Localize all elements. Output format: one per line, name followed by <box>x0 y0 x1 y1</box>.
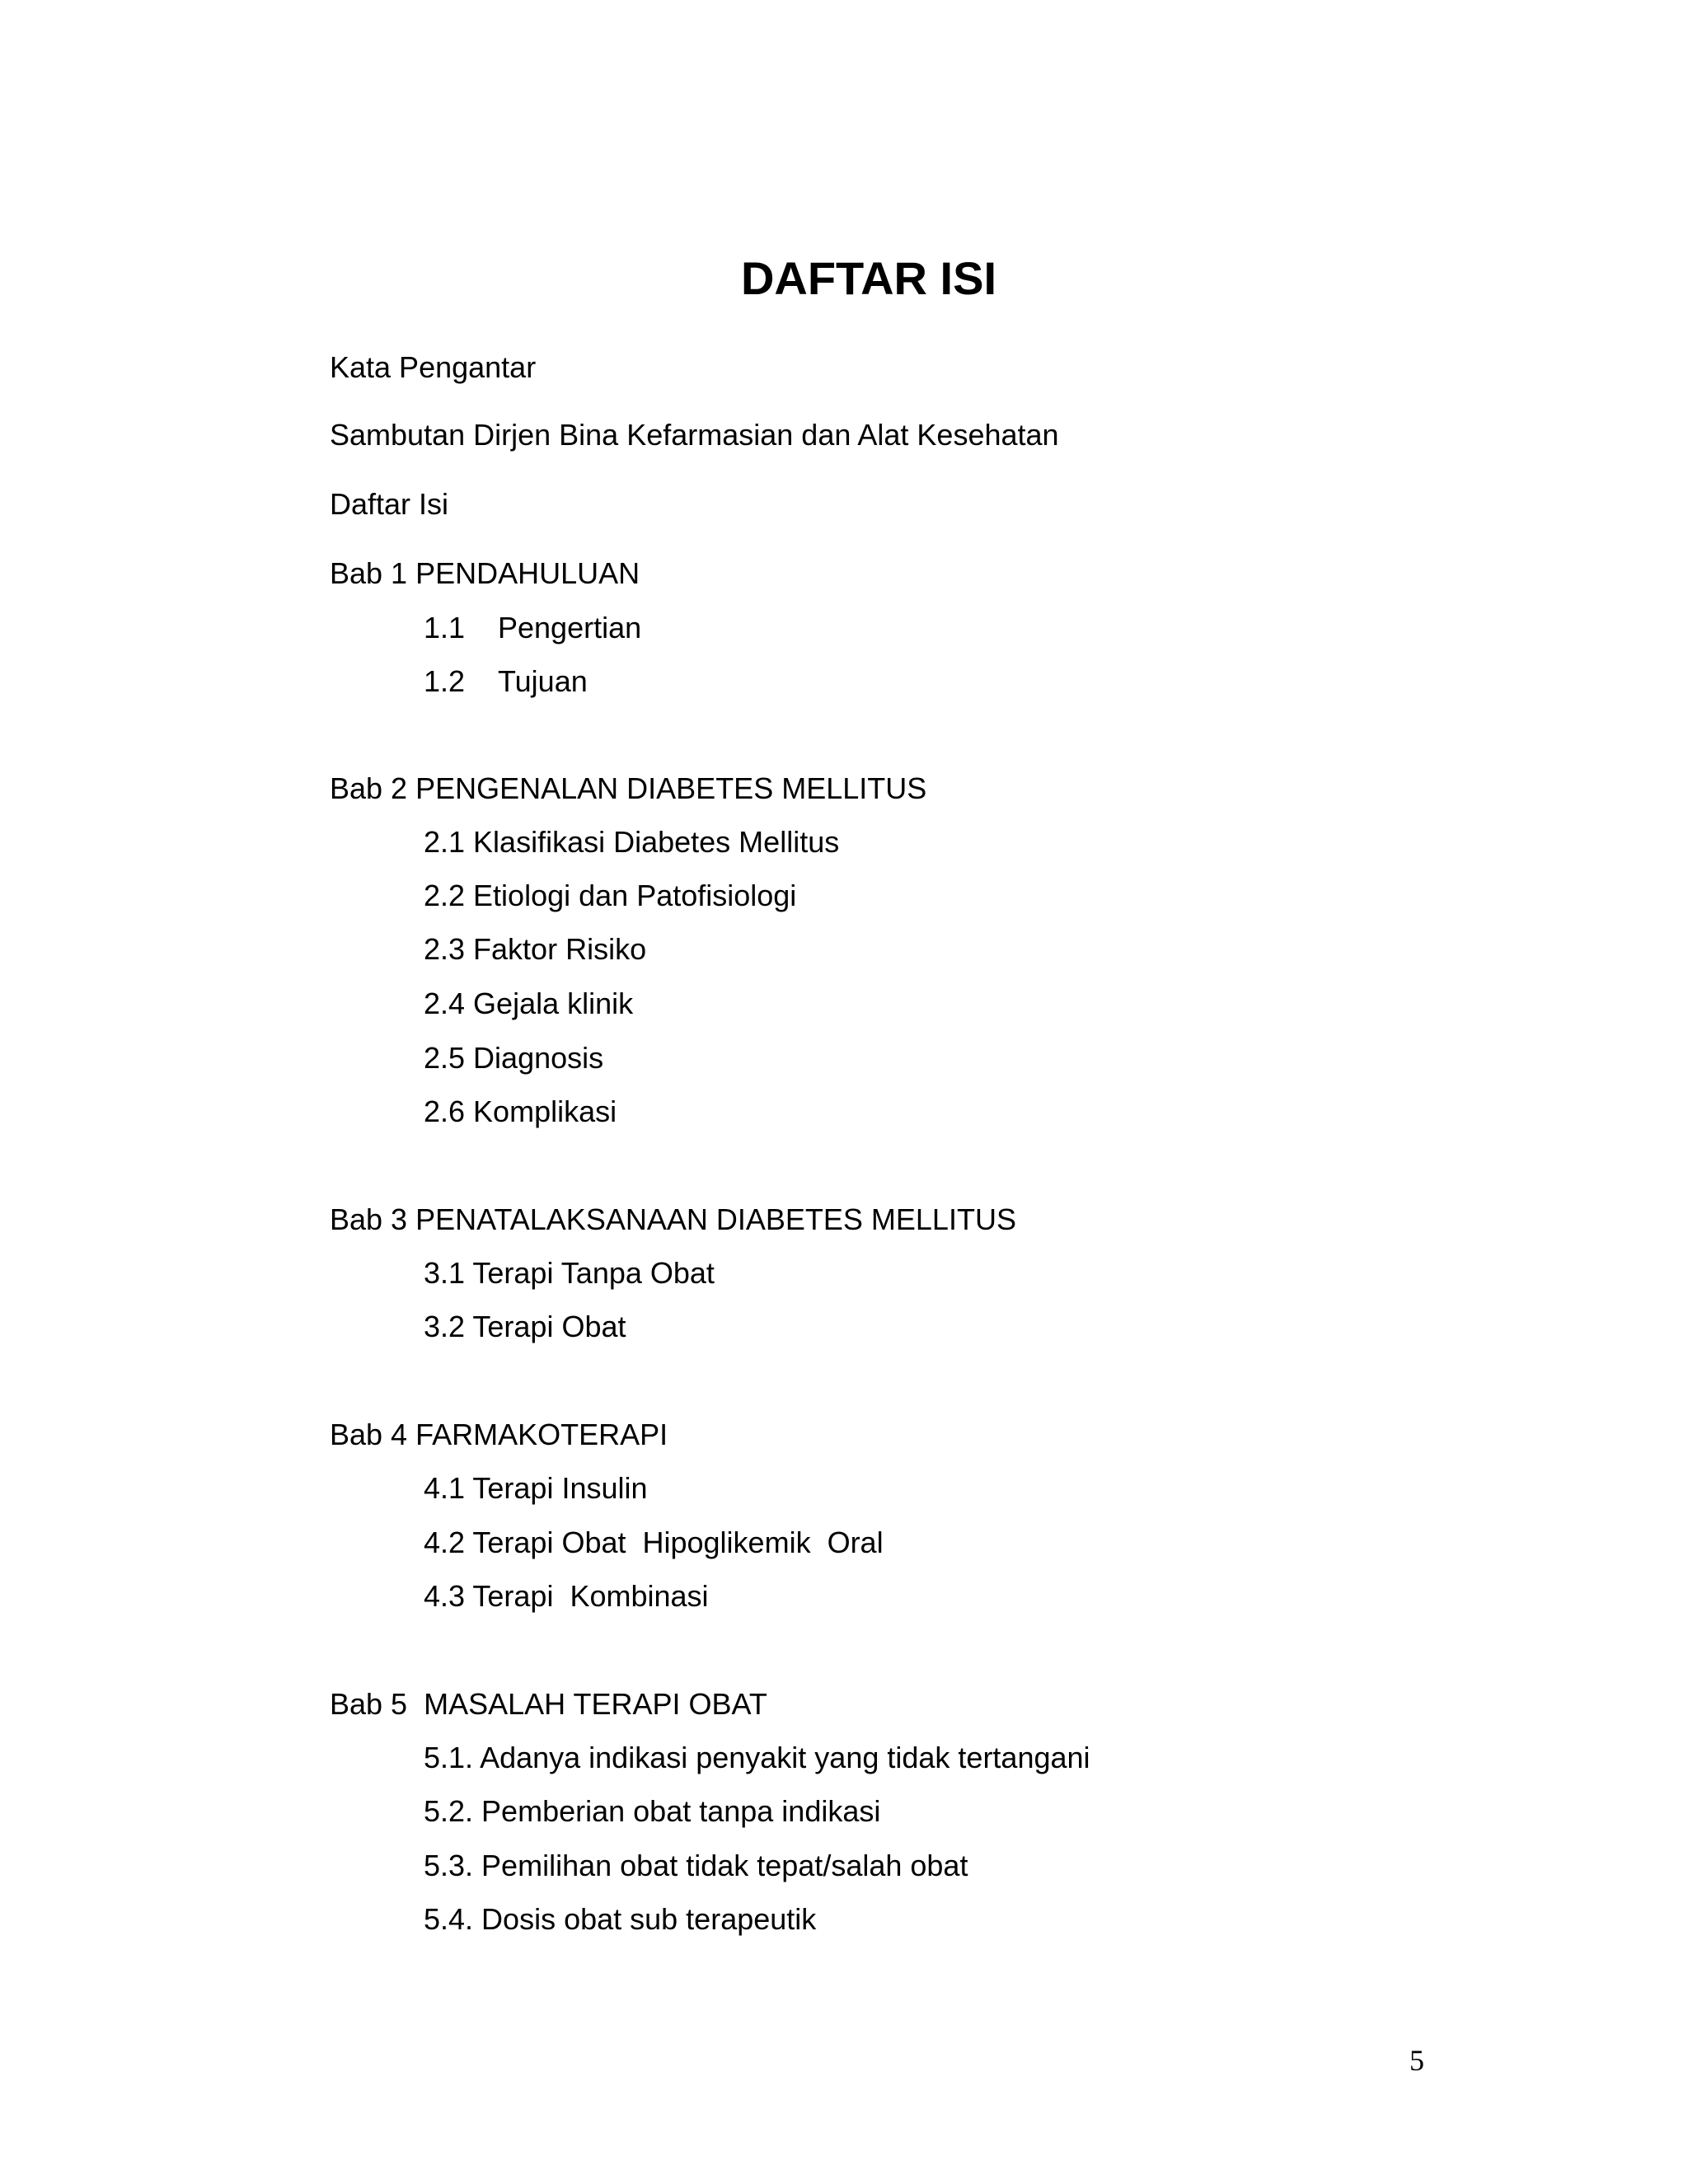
toc-section-item: 2.6 Komplikasi <box>424 1094 617 1128</box>
toc-section-label: Pengertian <box>498 611 642 644</box>
toc-section-item: 3.2 Terapi Obat <box>424 1310 626 1343</box>
toc-chapter-heading: Bab 1 PENDAHULUAN <box>330 556 640 590</box>
toc-section-item: 5.3. Pemilihan obat tidak tepat/salah obat <box>424 1849 968 1882</box>
toc-section-item: 4.1 Terapi Insulin <box>424 1471 648 1505</box>
toc-section-item: 5.4. Dosis obat sub terapeutik <box>424 1902 817 1936</box>
toc-section-item <box>424 610 641 646</box>
toc-section-item: 2.1 Klasifikasi Diabetes Mellitus <box>424 825 840 859</box>
toc-section-item: 2.5 Diagnosis <box>424 1041 604 1075</box>
toc-section-item: 2.2 Etiologi dan Patofisiologi <box>424 879 797 912</box>
toc-section-number: 1.1 <box>424 611 466 644</box>
toc-section-number: 1.2 <box>424 664 466 698</box>
toc-section-item: 4.3 Terapi Kombinasi <box>424 1579 709 1613</box>
toc-section-item: 4.2 Terapi Obat Hipoglikemik Oral <box>424 1526 884 1559</box>
toc-chapter-heading: Bab 4 FARMAKOTERAPI <box>330 1418 668 1451</box>
toc-section-item: 3.1 Terapi Tanpa Obat <box>424 1256 715 1290</box>
toc-section-item: 5.1. Adanya indikasi penyakit yang tidak tertangani <box>424 1741 1090 1774</box>
toc-front-matter-item: Sambutan Dirjen Bina Kefarmasian dan Alat Kesehatan <box>330 418 1059 452</box>
toc-section-item <box>424 663 588 700</box>
page-title: DAFTAR ISI <box>740 252 997 304</box>
toc-section-item: 2.3 Faktor Risiko <box>424 932 647 966</box>
toc-section-label: Tujuan <box>498 664 588 698</box>
toc-front-matter-item: Daftar Isi <box>330 487 449 521</box>
toc-section-item: 5.2. Pemberian obat tanpa indikasi <box>424 1794 881 1828</box>
toc-chapter-heading: Bab 2 PENGENALAN DIABETES MELLITUS <box>330 771 927 805</box>
toc-chapter-heading: Bab 3 PENATALAKSANAAN DIABETES MELLITUS <box>330 1202 1016 1236</box>
toc-chapter-heading: Bab 5 MASALAH TERAPI OBAT <box>330 1687 767 1721</box>
toc-front-matter-item: Kata Pengantar <box>330 350 537 384</box>
toc-section-item: 2.4 Gejala klinik <box>424 987 634 1020</box>
page-number: 5 <box>1409 2044 1424 2077</box>
